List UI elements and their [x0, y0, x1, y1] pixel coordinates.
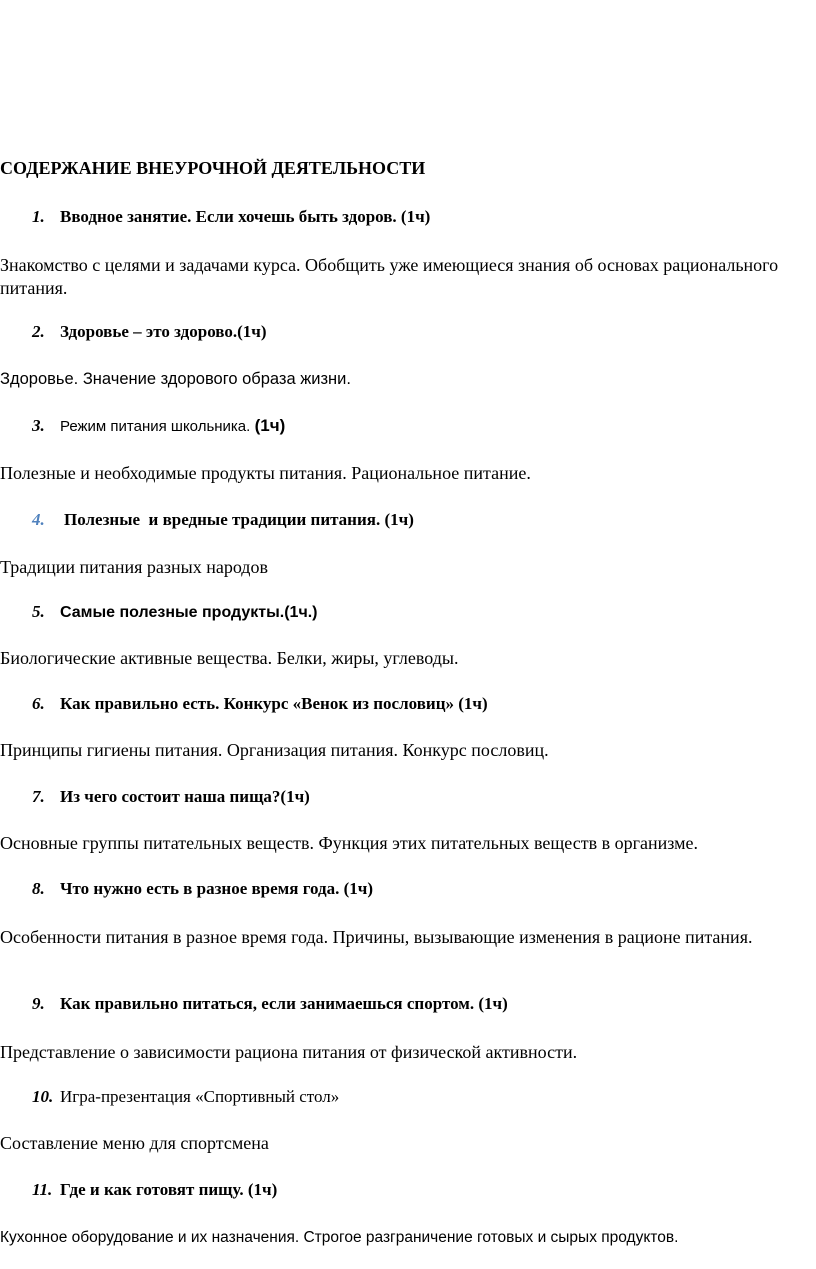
section-7-heading: [32, 787, 310, 807]
section-1-number: 1.: [32, 207, 45, 226]
section-11-text: Кухонное оборудование и их назначения. Строгое разграничение готовых и сырых продуктов.: [0, 1229, 679, 1246]
document-title: СОДЕРЖАНИЕ ВНЕУРОЧНОЙ ДЕЯТЕЛЬНОСТИ: [0, 158, 426, 178]
section-7-number: 7.: [32, 787, 45, 806]
section-5-number: 5.: [32, 602, 45, 621]
section-8-heading: [32, 879, 373, 899]
section-9-heading: [32, 994, 508, 1014]
section-4-heading: [32, 510, 414, 530]
section-3-heading: [32, 416, 285, 436]
section-4-text: Традиции питания разных народов: [0, 557, 268, 577]
section-11-number: 11.: [32, 1180, 53, 1199]
section-10-text: Составление меню для спортсмена: [0, 1133, 269, 1153]
section-1-title: Вводное занятие. Если хочешь быть здоров. (1ч): [60, 207, 431, 226]
section-2-heading: [32, 322, 267, 342]
section-1-heading: [32, 207, 430, 227]
section-3-hours: (1ч): [254, 416, 286, 435]
section-2-title: Здоровье – это здорово.(1ч): [60, 322, 267, 341]
section-8-text: Особенности питания в разное время года. Причины, вызывающие изменения в рационе питания.: [0, 927, 753, 947]
section-7-text: Основные группы питательных веществ. Функция этих питательных веществ в организме.: [0, 833, 698, 853]
section-4-title: Полезные и вредные традиции питания. (1ч): [64, 510, 414, 529]
section-11-heading: [32, 1180, 277, 1200]
section-2-text: Здоровье. Значение здорового образа жизни.: [0, 370, 351, 388]
section-6-text: Принципы гигиены питания. Организация питания. Конкурс пословиц.: [0, 740, 549, 760]
section-6-number: 6.: [32, 694, 45, 713]
section-9-text: Представление о зависимости рациона питания от физической активности.: [0, 1042, 578, 1062]
section-3-text: Полезные и необходимые продукты питания. Рациональное питание.: [0, 463, 531, 483]
section-5-heading: [32, 602, 318, 622]
section-7-title: Из чего состоит наша пища?(1ч): [60, 787, 310, 806]
section-5-title: Самые полезные продукты.(1ч.): [60, 604, 318, 621]
section-10-number: 10.: [32, 1087, 54, 1106]
section-3-title: Режим питания школьника.: [60, 418, 251, 435]
section-9-title: Как правильно питаться, если занимаешься спортом. (1ч): [60, 994, 508, 1013]
section-8-number: 8.: [32, 879, 45, 898]
section-9-number: 9.: [32, 994, 45, 1013]
section-11-title: Где и как готовят пищу. (1ч): [60, 1180, 278, 1199]
section-8-title: Что нужно есть в разное время года. (1ч): [60, 879, 374, 898]
section-6-title: Как правильно есть. Конкурс «Венок из пословиц» (1ч): [60, 694, 488, 713]
section-3-number: 3.: [32, 416, 45, 435]
section-10-heading: [32, 1087, 339, 1107]
section-6-heading: [32, 694, 488, 714]
section-10-title: Игра-презентация «Спортивный стол»: [60, 1087, 340, 1106]
section-1-text: Знакомство с целями и задачами курса. Обобщить уже имеющиеся знания об основах рационального питания.: [0, 255, 779, 298]
section-2-number: 2.: [32, 322, 45, 341]
section-4-number: 4.: [32, 510, 45, 529]
section-5-text: Биологические активные вещества. Белки, жиры, углеводы.: [0, 648, 459, 668]
